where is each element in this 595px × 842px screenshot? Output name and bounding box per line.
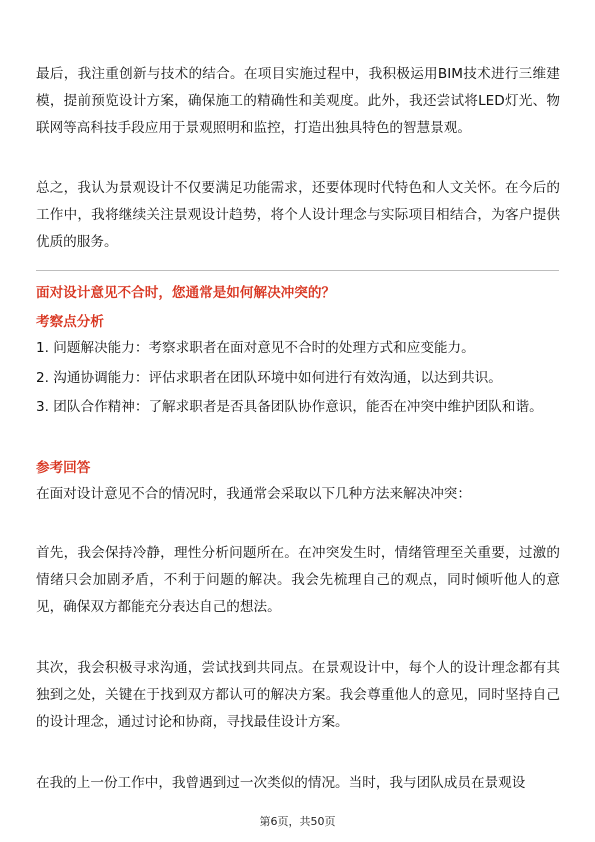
page-number-footer: 第6页，共50页 — [259, 815, 336, 828]
answer-paragraph: 在我的上一份工作中，我曾遇到过一次类似的情况。当时，我与团队成员在景观设 — [36, 775, 526, 791]
answer-heading: 参考回答 — [36, 460, 91, 476]
answer-paragraph: 首先，我会保持冷静，理性分析问题所在。在冲突发生时，情绪管理至关重要，过激的情绪只会加剧矛盾，不利于问题的解决。我会先梳理自己的观点，同时倾听他人的意见，确保双方都能充分表达自己的想法。 — [36, 545, 560, 615]
answer-intro: 在面对设计意见不合的情况时，我通常会采取以下几种方法来解决冲突： — [36, 486, 471, 502]
paragraph-innovation: 最后，我注重创新与技术的结合。在项目实施过程中，我积极运用BIM技术进行三维建模，提前预览设计方案，确保施工的精确性和美观度。此外，我还尝试将LED灯光、物联网等高科技手段应用于景观照明和监控，打造出独具特色的智慧景观。 — [36, 66, 560, 136]
interview-question: 面对设计意见不合时，您通常是如何解决冲突的？ — [36, 285, 336, 301]
analysis-item: 1. 问题解决能力：考察求职者在面对意见不合时的处理方式和应变能力。 — [36, 340, 475, 356]
answer-paragraph: 其次，我会积极寻求沟通，尝试找到共同点。在景观设计中，每个人的设计理念都有其独到之处，关键在于找到双方都认可的解决方案。我会尊重他人的意见，同时坚持自己的设计理念，通过讨论和协商，寻找最佳设计方案。 — [36, 660, 560, 730]
analysis-heading: 考察点分析 — [36, 314, 104, 330]
analysis-item: 2. 沟通协调能力：评估求职者在团队环境中如何进行有效沟通，以达到共识。 — [36, 370, 502, 386]
section-divider — [36, 270, 559, 271]
analysis-item: 3. 团队合作精神：了解求职者是否具备团队协作意识，能否在冲突中维护团队和谐。 — [36, 399, 543, 415]
paragraph-conclusion: 总之，我认为景观设计不仅要满足功能需求，还要体现时代特色和人文关怀。在今后的工作中，我将继续关注景观设计趋势，将个人设计理念与实际项目相结合，为客户提供优质的服务。 — [36, 180, 560, 250]
